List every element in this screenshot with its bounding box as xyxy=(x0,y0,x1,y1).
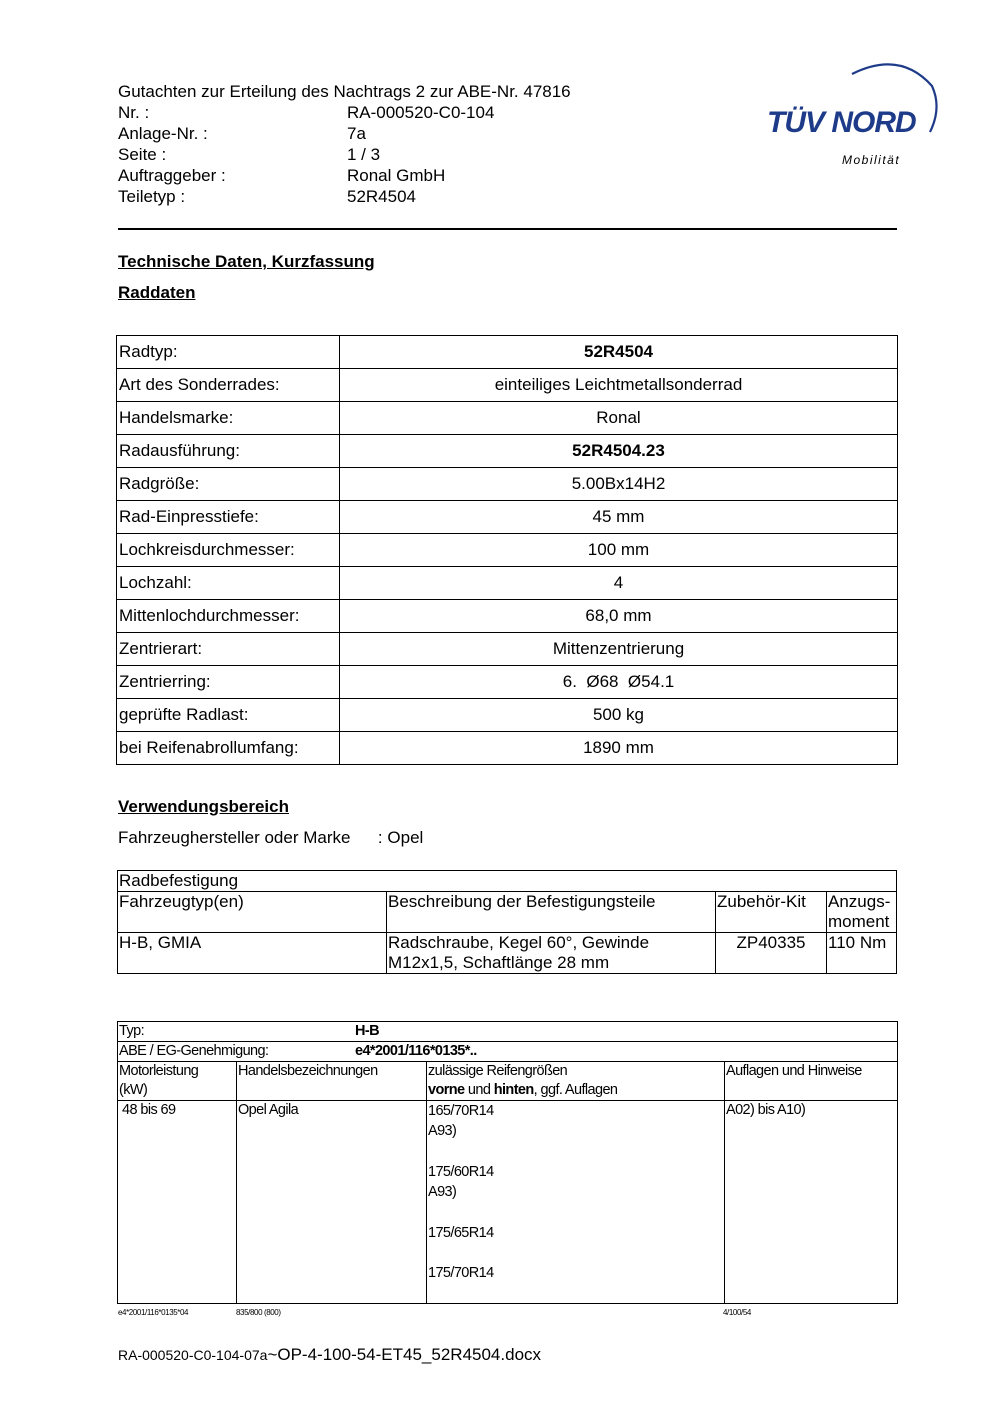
header-label: Teiletyp : xyxy=(118,187,186,206)
column-header: Handelsbezeichnungen xyxy=(237,1062,427,1101)
typ-table xyxy=(117,1021,898,1304)
typ-row xyxy=(118,1022,898,1042)
header-label: Nr. : xyxy=(118,103,150,122)
row-label: Radausführung: xyxy=(117,435,340,468)
row-value: 6. Ø68 Ø54.1 xyxy=(340,666,898,699)
row-label: bei Reifenabrollumfang: xyxy=(117,732,340,765)
header-bold: vorne xyxy=(428,1082,465,1098)
document-title: Gutachten zur Erteilung des Nachtrags 2 zur ABE-Nr. 47816 xyxy=(118,82,571,101)
footer-filename xyxy=(118,1345,541,1365)
row-value: 100 mm xyxy=(340,534,898,567)
header-text: und xyxy=(464,1082,494,1098)
logo-wordmark: TÜV NORD xyxy=(767,106,916,139)
table-cell: 48 bis 69 xyxy=(118,1101,237,1304)
table-row xyxy=(117,567,898,600)
footer-prefix: RA-000520-C0-104-07a xyxy=(118,1347,268,1363)
column-header: zulässige Reifengrößen xyxy=(428,1063,568,1079)
typ-cell xyxy=(118,1022,898,1042)
header-text: , ggf. Auflagen xyxy=(533,1082,618,1098)
row-value: 4 xyxy=(340,567,898,600)
section-heading-verwendung: Verwendungsbereich xyxy=(118,797,289,816)
table-cell: ZP40335 xyxy=(716,933,827,974)
table-row xyxy=(118,933,897,974)
table-cell: Radschraube, Kegel 60°, Gewinde M12x1,5, Schaftlänge 28 mm xyxy=(387,933,716,974)
table-row xyxy=(117,369,898,402)
column-header-tyres xyxy=(427,1062,725,1101)
header-value: RA-000520-C0-104 xyxy=(347,103,495,122)
header-value: 7a xyxy=(347,124,366,143)
table-header-row xyxy=(118,892,897,933)
logo-subtitle: Mobilität xyxy=(842,153,901,167)
header-label: Anlage-Nr. : xyxy=(118,124,208,143)
row-label: Handelsmarke: xyxy=(117,402,340,435)
row-value: 68,0 mm xyxy=(340,600,898,633)
table-row xyxy=(117,732,898,765)
header-value: 52R4504 xyxy=(347,187,417,206)
raddaten-table xyxy=(116,335,898,765)
column-header: Motorleistung (kW) xyxy=(118,1062,237,1101)
typ-value: H-B xyxy=(355,1023,379,1039)
table-title: Radbefestigung xyxy=(118,871,897,892)
header-row-auftraggeber xyxy=(118,165,571,186)
table-cell: Opel Agila xyxy=(237,1101,427,1304)
table-row xyxy=(117,336,898,369)
column-header: Zubehör-Kit xyxy=(716,892,827,933)
column-header-sub xyxy=(428,1081,723,1100)
table-row xyxy=(117,633,898,666)
table-cell: 165/70R14 A93) 175/60R14 A93) 175/65R14 175/70R14 xyxy=(427,1101,725,1304)
radbefestigung-table xyxy=(117,870,897,974)
table-row xyxy=(117,666,898,699)
header-label: Auftraggeber : xyxy=(118,166,226,185)
row-label: Rad-Einpresstiefe: xyxy=(117,501,340,534)
hersteller-line xyxy=(118,828,423,848)
row-value: 1890 mm xyxy=(340,732,898,765)
table-row xyxy=(117,468,898,501)
table-cell: H-B, GMIA xyxy=(118,933,387,974)
header-row-nr xyxy=(118,102,571,123)
table-row xyxy=(117,600,898,633)
abe-value: e4*2001/116*0135*.. xyxy=(355,1043,477,1059)
column-header: Anzugs- moment xyxy=(827,892,897,933)
typ-label: Typ: xyxy=(119,1023,144,1039)
table-row xyxy=(117,501,898,534)
row-value: Mittenzentrierung xyxy=(340,633,898,666)
column-header: Auflagen und Hinweise xyxy=(725,1062,898,1101)
header-value: 1 / 3 xyxy=(347,145,381,164)
table-cell: A02) bis A10) xyxy=(725,1101,898,1304)
abe-label: ABE / EG-Genehmigung: xyxy=(119,1043,269,1059)
section-heading-tech: Technische Daten, Kurzfassung xyxy=(118,252,375,271)
column-header: Beschreibung der Befestigungsteile xyxy=(387,892,716,933)
hersteller-label: Fahrzeughersteller oder Marke xyxy=(118,828,351,847)
footnote: e4*2001/116*0135*04 xyxy=(118,1308,189,1317)
section-heading-raddaten: Raddaten xyxy=(118,283,196,302)
header-row-anlage xyxy=(118,123,571,144)
row-value: Ronal xyxy=(340,402,898,435)
table-header-row xyxy=(118,1062,898,1101)
row-label: geprüfte Radlast: xyxy=(117,699,340,732)
row-label: Radgröße: xyxy=(117,468,340,501)
footnote: 4/100/54 xyxy=(723,1308,751,1317)
hersteller-separator: : xyxy=(377,828,383,847)
table-row xyxy=(118,1101,898,1304)
header-row-teiletyp xyxy=(118,186,571,207)
table-title-row xyxy=(118,871,897,892)
footnote: 835/800 (800) xyxy=(236,1308,281,1317)
row-label: Mittenlochdurchmesser: xyxy=(117,600,340,633)
row-label: Lochkreisdurchmesser: xyxy=(117,534,340,567)
row-value: 52R4504.23 xyxy=(340,435,898,468)
table-row xyxy=(117,402,898,435)
header-row-seite xyxy=(118,144,571,165)
row-label: Art des Sonderrades: xyxy=(117,369,340,402)
header-label: Seite : xyxy=(118,145,167,164)
table-row xyxy=(117,435,898,468)
row-value: 45 mm xyxy=(340,501,898,534)
abe-cell xyxy=(118,1042,898,1062)
row-label: Zentrierring: xyxy=(117,666,340,699)
table-row xyxy=(117,699,898,732)
row-value: 52R4504 xyxy=(340,336,898,369)
header-bold: hinten xyxy=(493,1082,534,1098)
row-label: Zentrierart: xyxy=(117,633,340,666)
header-block xyxy=(118,81,571,207)
row-value: 500 kg xyxy=(340,699,898,732)
header-value: Ronal GmbH xyxy=(347,166,446,185)
footer-rest: ~OP-4-100-54-ET45_52R4504.docx xyxy=(267,1345,542,1364)
row-value: 5.00Bx14H2 xyxy=(340,468,898,501)
table-row xyxy=(117,534,898,567)
hersteller-value: Opel xyxy=(387,828,424,847)
header-divider xyxy=(118,228,897,230)
abe-row xyxy=(118,1042,898,1062)
row-label: Radtyp: xyxy=(117,336,340,369)
row-value: einteiliges Leichtmetallsonderrad xyxy=(340,369,898,402)
table-cell: 110 Nm xyxy=(827,933,897,974)
row-label: Lochzahl: xyxy=(117,567,340,600)
column-header: Fahrzeugtyp(en) xyxy=(118,892,387,933)
